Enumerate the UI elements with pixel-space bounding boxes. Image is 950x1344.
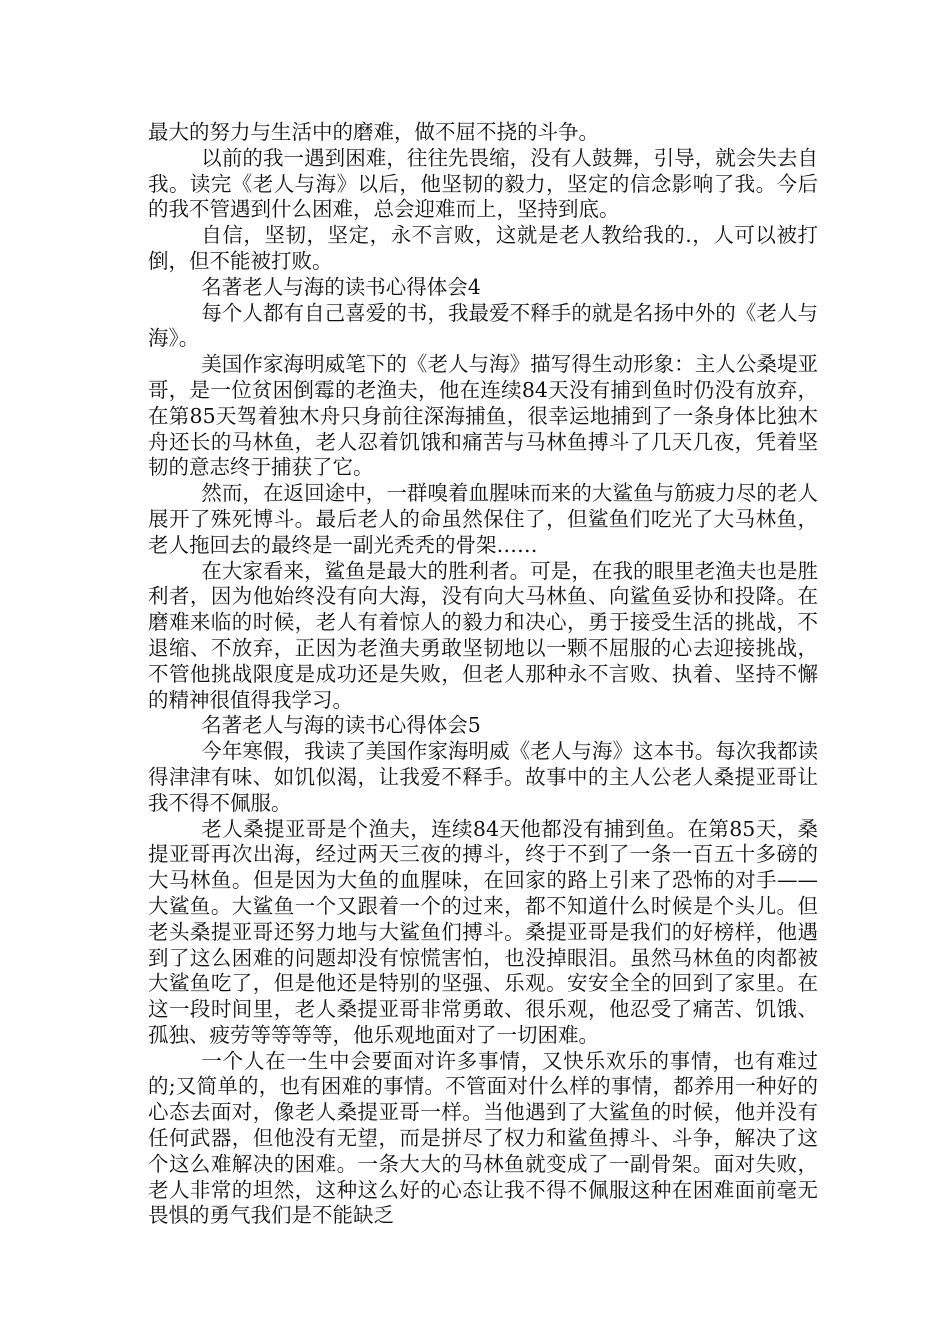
paragraph: 老人桑提亚哥是个渔夫，连续84天他都没有捕到鱼。在第85天，桑提亚哥再次出海，经过两天三夜的搏斗，终于不到了一条一百五十多磅的大马林鱼。但是因为大鱼的血腥味，在回家的路上引来了恐怖的对手——大鲨鱼。大鲨鱼一个又跟着一个的过来，都不知道什么时候是个头儿。但老头桑提亚哥还努力地与大鲨鱼们搏斗。桑提亚哥是我们的好榜样，他遇到了这么困难的问题却没有惊慌害怕，也没掉眼泪。虽然马林鱼的肉都被大鲨鱼吃了，但是他还是特别的坚强、乐观。安安全全的回到了家里。在这一段时间里，老人桑提亚哥非常勇敢、很乐观，他忍受了痛苦、饥饿、孤独、疲劳等等等等，他乐观地面对了一切困难。 xyxy=(148,816,818,1047)
paragraph: 美国作家海明威笔下的《老人与海》描写得生动形象：主人公桑堤亚哥，是一位贫困倒霉的老渔夫，他在连续84天没有捕到鱼时仍没有放弃，在第85天驾着独木舟只身前往深海捕鱼，很幸运地捕到了一条身体比独木舟还长的马林鱼，老人忍着饥饿和痛苦与马林鱼搏斗了几天几夜，凭着坚韧的意志终于捕获了它。 xyxy=(148,352,818,480)
body-text xyxy=(148,120,818,1229)
paragraph: 以前的我一遇到困难，往往先畏缩，没有人鼓舞，引导，就会失去自我。读完《老人与海》以后，他坚韧的毅力，坚定的信念影响了我。今后的我不管遇到什么困难，总会迎难而上，坚持到底。 xyxy=(148,145,818,222)
paragraph: 每个人都有自己喜爱的书，我最爱不释手的就是名扬中外的《老人与海》。 xyxy=(148,300,818,351)
paragraph: 最大的努力与生活中的磨难，做不屈不挠的斗争。 xyxy=(148,120,599,144)
paragraph: 然而，在返回途中，一群嗅着血腥味而来的大鲨鱼与筋疲力尽的老人展开了殊死博斗。最后老人的命虽然保住了，但鲨鱼们吃光了大马林鱼，老人拖回去的最终是一副光秃秃的骨架…… xyxy=(148,481,818,557)
section-heading: 名著老人与海的读书心得体会5 xyxy=(201,713,481,738)
paragraph: 一个人在一生中会要面对许多事情，又快乐欢乐的事情，也有难过的;又简单的，也有困难的事情。不管面对什么样的事情，都养用一种好的心态去面对，像老人桑提亚哥一样。当他遇到了大鲨鱼的时候，他并没有任何武器，但他没有无望，而是拼尽了权力和鲨鱼搏斗、斗争，解决了这个这么难解决的困难。一条大大的马林鱼就变成了一副骨架。面对失败，老人非常的坦然，这种这么好的心态让我不得不佩服这种在困难面前毫无畏惧的勇气我们是不能缺乏 xyxy=(148,1048,818,1228)
paragraph: 自信，坚韧，坚定，永不言败，这就是老人教给我的.，人可以被打倒，但不能被打败。 xyxy=(148,223,818,273)
paragraph: 在大家看来，鲨鱼是最大的胜利者。可是，在我的眼里老渔夫也是胜利者，因为他始终没有向大海，没有向大马林鱼、向鲨鱼妥协和投降。在磨难来临的时候，老人有着惊人的毅力和决心，勇于接受生活的挑战，不退缩、不放弃，正因为老渔夫勇敢坚韧地以一颗不屈服的心去迎接挑战，不管他挑战限度是成功还是失败，但老人那种永不言败、执着、坚持不懈的精神很值得我学习。 xyxy=(148,558,818,712)
paragraph: 今年寒假，我读了美国作家海明威《老人与海》这本书。每次我都读得津津有味、如饥似渴，让我爱不释手。故事中的主人公老人桑提亚哥让我不得不佩服。 xyxy=(148,739,818,815)
section-heading: 名著老人与海的读书心得体会4 xyxy=(201,274,481,299)
